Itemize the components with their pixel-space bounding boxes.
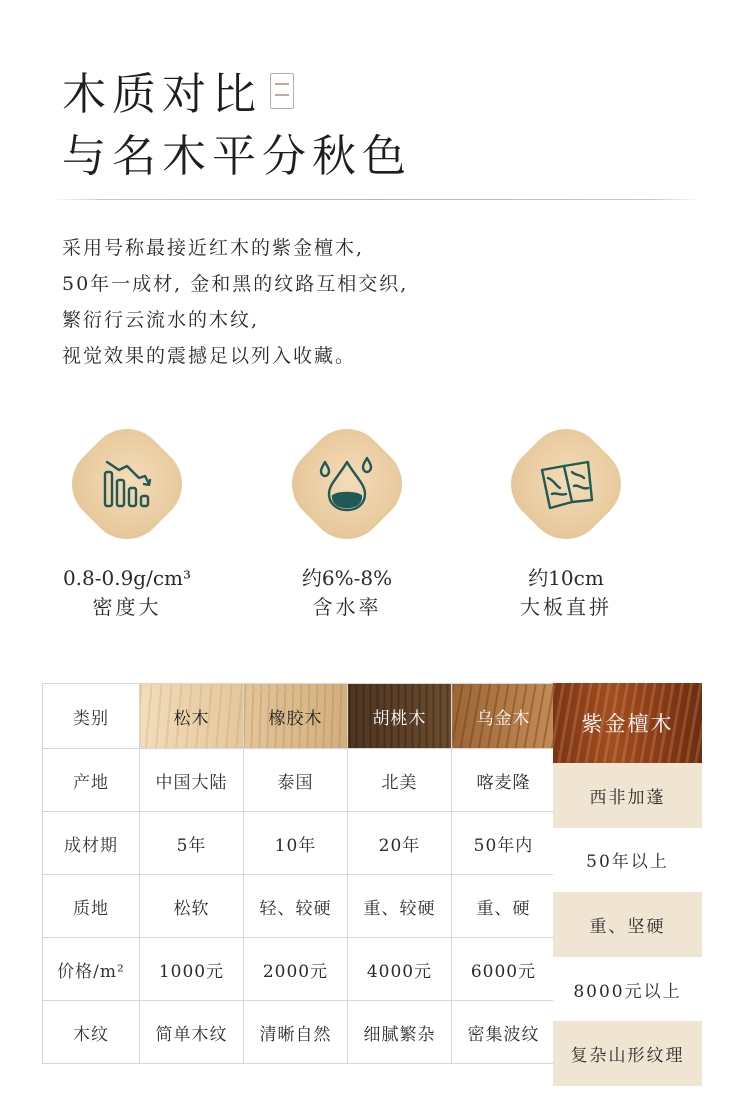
table-cell: 6000元 <box>452 938 556 1001</box>
header-label: 类别 <box>43 684 140 749</box>
feature-board <box>446 428 686 622</box>
highlight-column <box>553 683 702 1086</box>
intro-line: 繁衍行云流水的木纹, <box>62 309 260 331</box>
table-row <box>43 749 556 812</box>
table-cell: 松软 <box>140 875 244 938</box>
wood-header-ebony <box>452 684 556 749</box>
highlight-cell: 重、坚硬 <box>553 892 702 957</box>
table-header-row <box>43 684 556 749</box>
feature-badge <box>510 428 622 540</box>
table-cell: 10年 <box>244 812 348 875</box>
table-cell: 重、较硬 <box>348 875 452 938</box>
wood-board-icon <box>536 454 596 514</box>
feature-moisture <box>227 428 467 622</box>
table-cell: 20年 <box>348 812 452 875</box>
table-cell: 清晰自然 <box>244 1001 348 1064</box>
table-row <box>43 1001 556 1064</box>
wood-name: 乌金木 <box>476 708 531 729</box>
table-row <box>43 812 556 875</box>
table-cell: 5年 <box>140 812 244 875</box>
table-cell: 中国大陆 <box>140 749 244 812</box>
comparison-table <box>42 683 556 1064</box>
intro-line: 视觉效果的震撼足以列入收藏。 <box>62 345 357 367</box>
table-cell: 2000元 <box>244 938 348 1001</box>
table-cell: 北美 <box>348 749 452 812</box>
water-drop-icon <box>317 454 377 514</box>
table-cell: 细腻繁杂 <box>348 1001 452 1064</box>
feature-badge <box>71 428 183 540</box>
wood-name: 胡桃木 <box>372 708 427 729</box>
highlight-cell: 8000元以上 <box>553 957 702 1022</box>
table-row <box>43 875 556 938</box>
table-cell: 简单木纹 <box>140 1001 244 1064</box>
intro-text <box>62 230 408 374</box>
table-row <box>43 938 556 1001</box>
highlight-wood-header: 紫金檀木 <box>553 683 702 763</box>
page-title <box>62 68 412 184</box>
highlight-cell: 西非加蓬 <box>553 763 702 828</box>
seal-stamp-icon <box>270 73 294 109</box>
table-cell: 喀麦隆 <box>452 749 556 812</box>
row-label: 价格/m² <box>43 938 140 1001</box>
intro-line: 采用号称最接近红木的紫金檀木, <box>62 237 365 259</box>
table-cell: 1000元 <box>140 938 244 1001</box>
title-line-2: 与名木平分秋色 <box>62 131 412 182</box>
highlight-cell: 50年以上 <box>553 828 702 893</box>
wood-name: 松木 <box>173 708 210 729</box>
row-label: 木纹 <box>43 1001 140 1064</box>
feature-badge <box>291 428 403 540</box>
row-label: 产地 <box>43 749 140 812</box>
wood-name: 橡胶木 <box>268 708 323 729</box>
feature-label: 密度大 <box>92 595 162 619</box>
feature-value: 约6%-8% <box>301 566 393 590</box>
table-cell: 重、硬 <box>452 875 556 938</box>
feature-value: 约10cm <box>528 566 604 590</box>
intro-line: 50年一成材, 金和黑的纹路互相交织, <box>62 273 409 295</box>
density-chart-icon <box>97 454 157 514</box>
table-cell: 50年内 <box>452 812 556 875</box>
table-cell: 密集波纹 <box>452 1001 556 1064</box>
divider <box>52 199 702 200</box>
title-line-1: 木质对比 <box>62 69 262 120</box>
table-cell: 泰国 <box>244 749 348 812</box>
feature-label: 含水率 <box>312 595 382 619</box>
highlight-cell: 复杂山形纹理 <box>553 1021 702 1086</box>
wood-header-walnut <box>348 684 452 749</box>
row-label: 成材期 <box>43 812 140 875</box>
table-cell: 4000元 <box>348 938 452 1001</box>
feature-label: 大板直拼 <box>520 595 612 619</box>
feature-value: 0.8-0.9g/cm³ <box>62 566 192 590</box>
wood-header-pine <box>140 684 244 749</box>
feature-density <box>7 428 247 622</box>
wood-header-rubber <box>244 684 348 749</box>
table-cell: 轻、较硬 <box>244 875 348 938</box>
row-label: 质地 <box>43 875 140 938</box>
